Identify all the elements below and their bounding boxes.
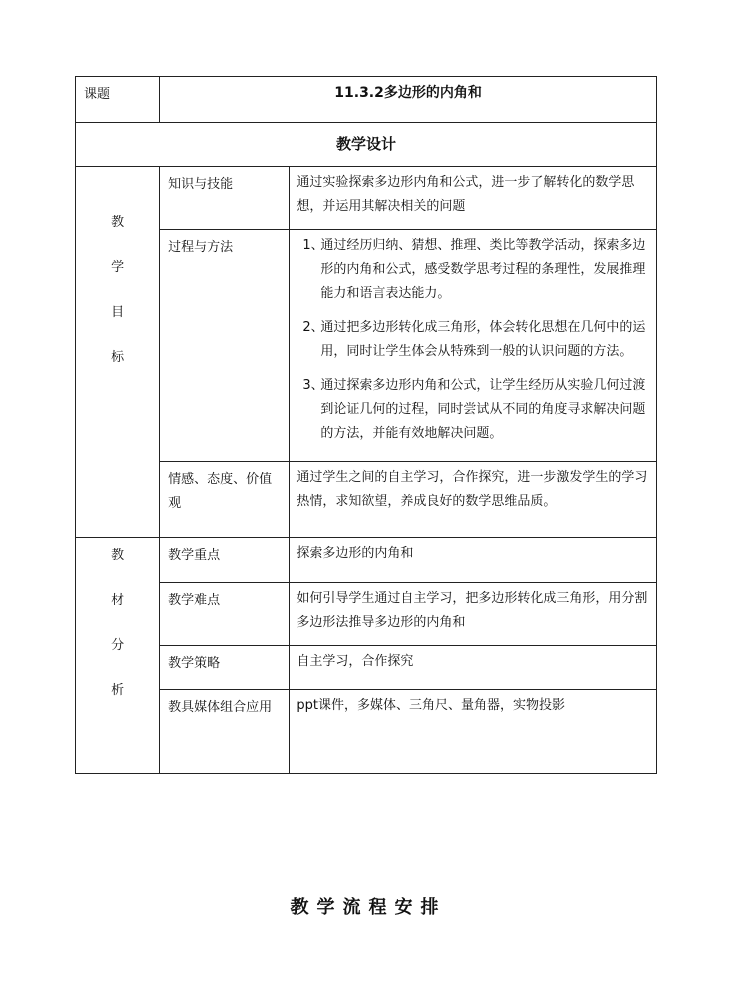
process-label: 过程与方法 bbox=[160, 230, 290, 462]
process-content bbox=[290, 230, 657, 462]
process-row bbox=[76, 230, 657, 462]
media-label: 教具媒体组合应用 bbox=[160, 690, 290, 774]
objectives-group-cell bbox=[76, 167, 160, 538]
attitude-paragraph: 通过学生之间的自主学习，合作探究，进一步激发学生的学习热情，求知欲望，养成良好的数学思维品质。 bbox=[296, 470, 648, 509]
difficulty-label: 教学难点 bbox=[160, 583, 290, 646]
process-item-text: 通过探索多边形内角和公式，让学生经历从实验几何过渡到论证几何的过程，同时尝试从不同的角度寻求解决问题的方法，并能有效地解决问题。 bbox=[320, 378, 646, 441]
topic-row bbox=[76, 77, 657, 123]
key-point-label: 教学重点 bbox=[160, 538, 290, 583]
key-point-text: 探索多边形的内角和 bbox=[290, 538, 657, 583]
process-list bbox=[296, 234, 650, 446]
difficulty-text: 如何引导学生通过自主学习，把多边形转化成三角形，用分割多边形法推导多边形的内角和 bbox=[290, 583, 657, 646]
topic-title: 11.3.2多边形的内角和 bbox=[160, 77, 657, 123]
analysis-char-1: 教 bbox=[111, 548, 125, 563]
knowledge-label: 知识与技能 bbox=[160, 167, 290, 230]
objectives-char-2: 学 bbox=[111, 260, 125, 275]
objectives-group-label bbox=[76, 211, 159, 391]
process-item bbox=[296, 316, 650, 364]
media-text: ppt课件，多媒体、三角尺、量角器，实物投影 bbox=[290, 690, 657, 774]
flow-title: 教学流程安排 bbox=[290, 897, 447, 918]
lesson-plan-table bbox=[75, 76, 657, 774]
process-item-text: 通过经历归纳、猜想、推理、类比等教学活动，探索多边形的内角和公式，感受数学思考过程的条理性，发展推理能力和语言表达能力。 bbox=[320, 238, 646, 301]
objectives-char-4: 标 bbox=[111, 350, 125, 365]
analysis-char-2: 材 bbox=[111, 593, 125, 608]
knowledge-text bbox=[290, 167, 657, 230]
analysis-group-label bbox=[76, 544, 159, 724]
knowledge-row bbox=[76, 167, 657, 230]
design-title: 教学设计 bbox=[76, 123, 657, 167]
analysis-group-cell bbox=[76, 538, 160, 774]
strategy-label: 教学策略 bbox=[160, 646, 290, 690]
difficulty-row bbox=[76, 583, 657, 646]
objectives-char-3: 目 bbox=[111, 305, 125, 320]
process-item bbox=[296, 374, 650, 446]
knowledge-paragraph: 通过实验探索多边形内角和公式，进一步了解转化的数学思想，并运用其解决相关的问题 bbox=[296, 175, 635, 214]
objectives-char-1: 教 bbox=[111, 215, 125, 230]
strategy-row bbox=[76, 646, 657, 690]
topic-label: 课题 bbox=[76, 77, 160, 123]
attitude-text bbox=[290, 462, 657, 538]
analysis-char-4: 析 bbox=[111, 683, 125, 698]
process-item-number: 1、 bbox=[302, 238, 324, 253]
media-row bbox=[76, 690, 657, 774]
strategy-text: 自主学习，合作探究 bbox=[290, 646, 657, 690]
key-point-row bbox=[76, 538, 657, 583]
design-title-row bbox=[76, 123, 657, 167]
process-item-number: 2、 bbox=[302, 320, 324, 335]
analysis-char-3: 分 bbox=[111, 638, 125, 653]
process-item-number: 3、 bbox=[302, 378, 324, 393]
attitude-row bbox=[76, 462, 657, 538]
process-item-text: 通过把多边形转化成三角形，体会转化思想在几何中的运用，同时让学生体会从特殊到一般的认识问题的方法。 bbox=[320, 320, 646, 359]
attitude-label: 情感、态度、价值观 bbox=[160, 462, 290, 538]
process-item bbox=[296, 234, 650, 306]
